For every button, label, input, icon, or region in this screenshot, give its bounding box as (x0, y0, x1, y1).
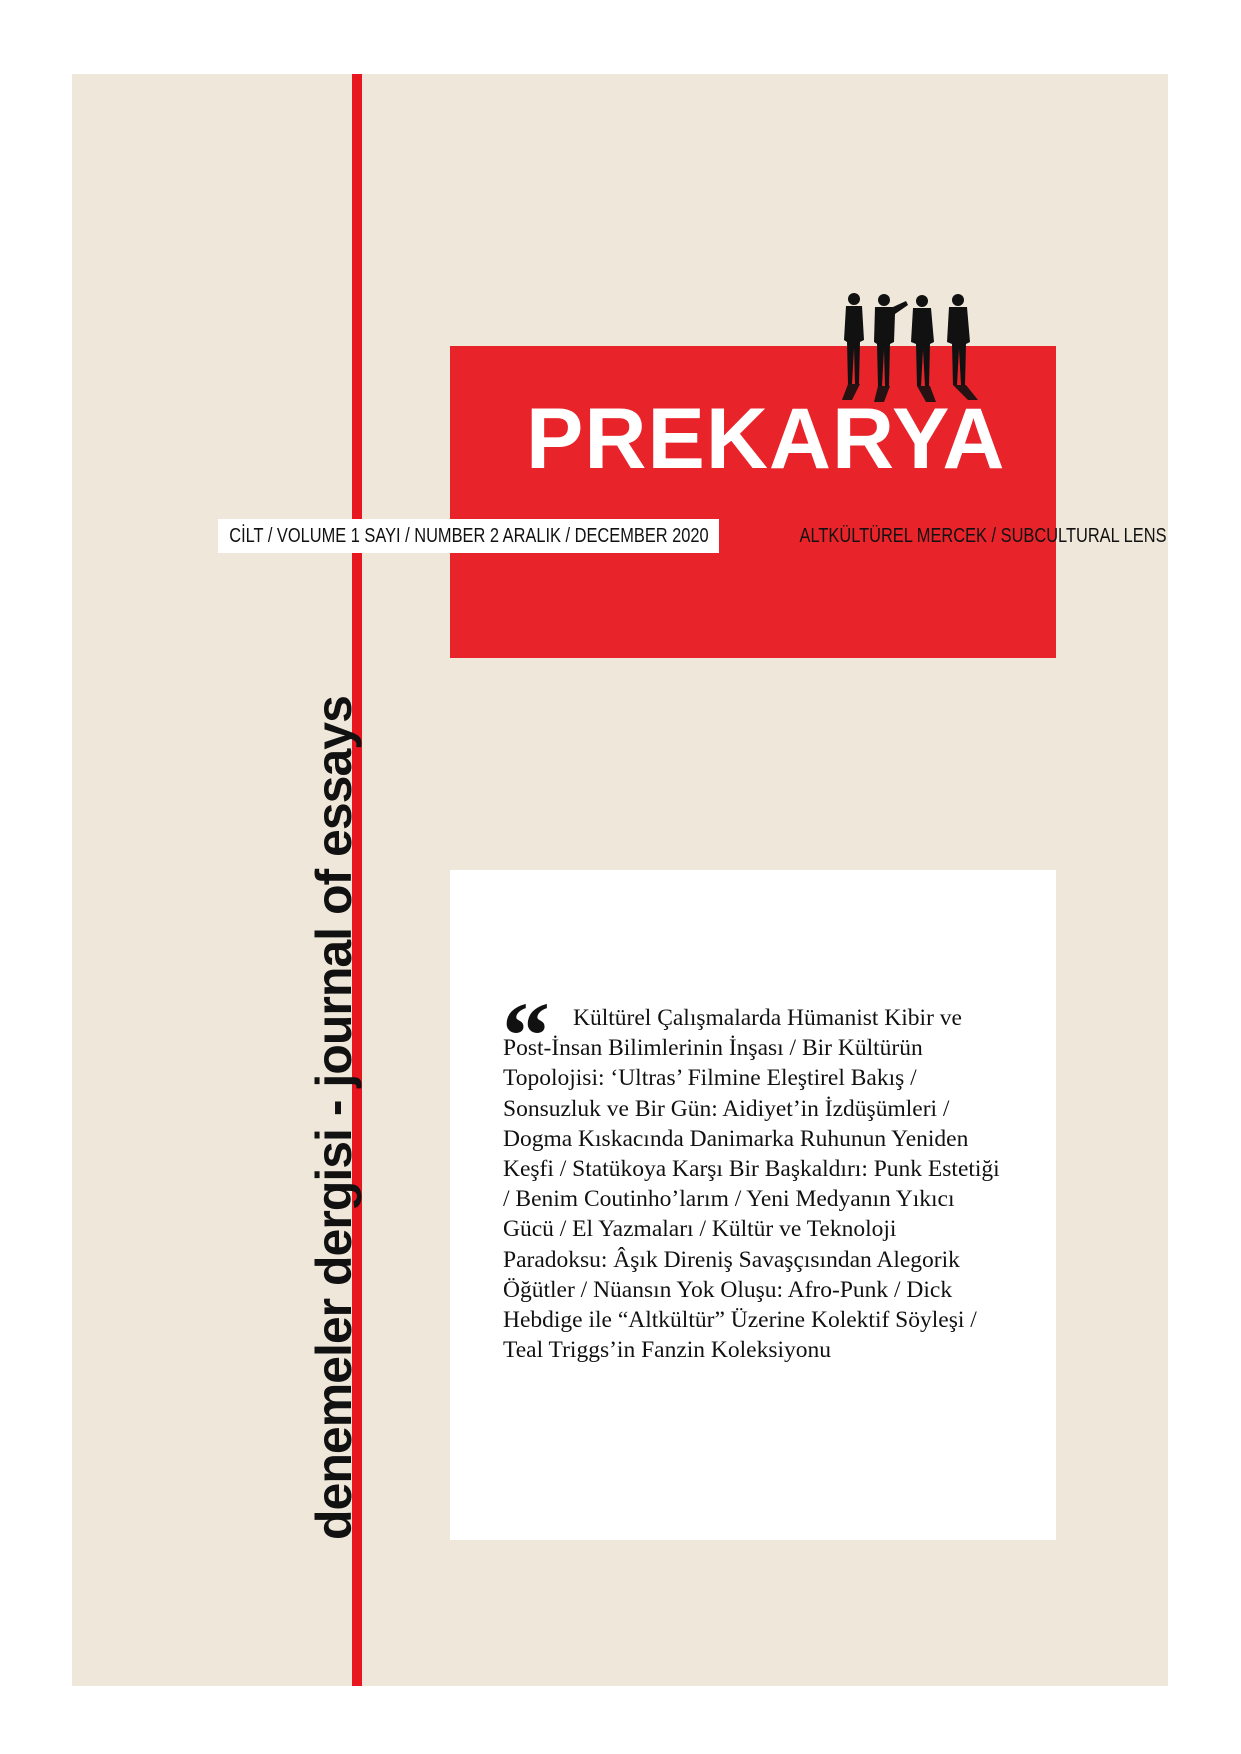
journal-subtitle-vertical: denemeler dergisi - journal of essays (306, 696, 362, 1540)
quote-mark-icon: “ (502, 982, 550, 1089)
issue-info-strip (218, 519, 1167, 553)
journal-title: PREKARYA (526, 391, 1006, 487)
issue-info: CİLT / VOLUME 1 SAYI / NUMBER 2 ARALIK / DECEMBER 2020 (229, 524, 709, 547)
issue-theme: ALTKÜLTÜREL MERCEK / SUBCULTURAL LENS (799, 524, 1167, 547)
theme-band (719, 519, 1175, 553)
issue-info-band (218, 519, 719, 553)
silhouettes-of-four-men-icon (840, 292, 980, 404)
table-of-contents: Kültürel Çalışmalarda Hümanist Kibir ve Post-İnsan Bilimlerinin İnşası / Bir Kültürün Topolojisi: ‘Ultras’ Filmine Eleştirel Bakış / Sonsuzluk ve Bir Gün: Aidiyet’in İzdüşümleri / Dogma Kıskacında Danimarka Ruhunun Yeniden Keşfi / Statükoya Karşı Bir Başkaldırı: Punk Estetiği / Benim Coutinho’larım / Yeni Medyanın Yıkıcı Gücü / El Yazmaları / Kültür ve Teknoloji Paradoksu: Âşık Direniş Savaşçısından Alegorik Öğütler / Nüansın Yok Oluşu: Afro-Punk / Dick Hebdige ile “Altkültür” Üzerine Kolektif Söyleşi / Teal Triggs’in Fanzin Koleksiyonu (503, 1005, 1000, 1364)
